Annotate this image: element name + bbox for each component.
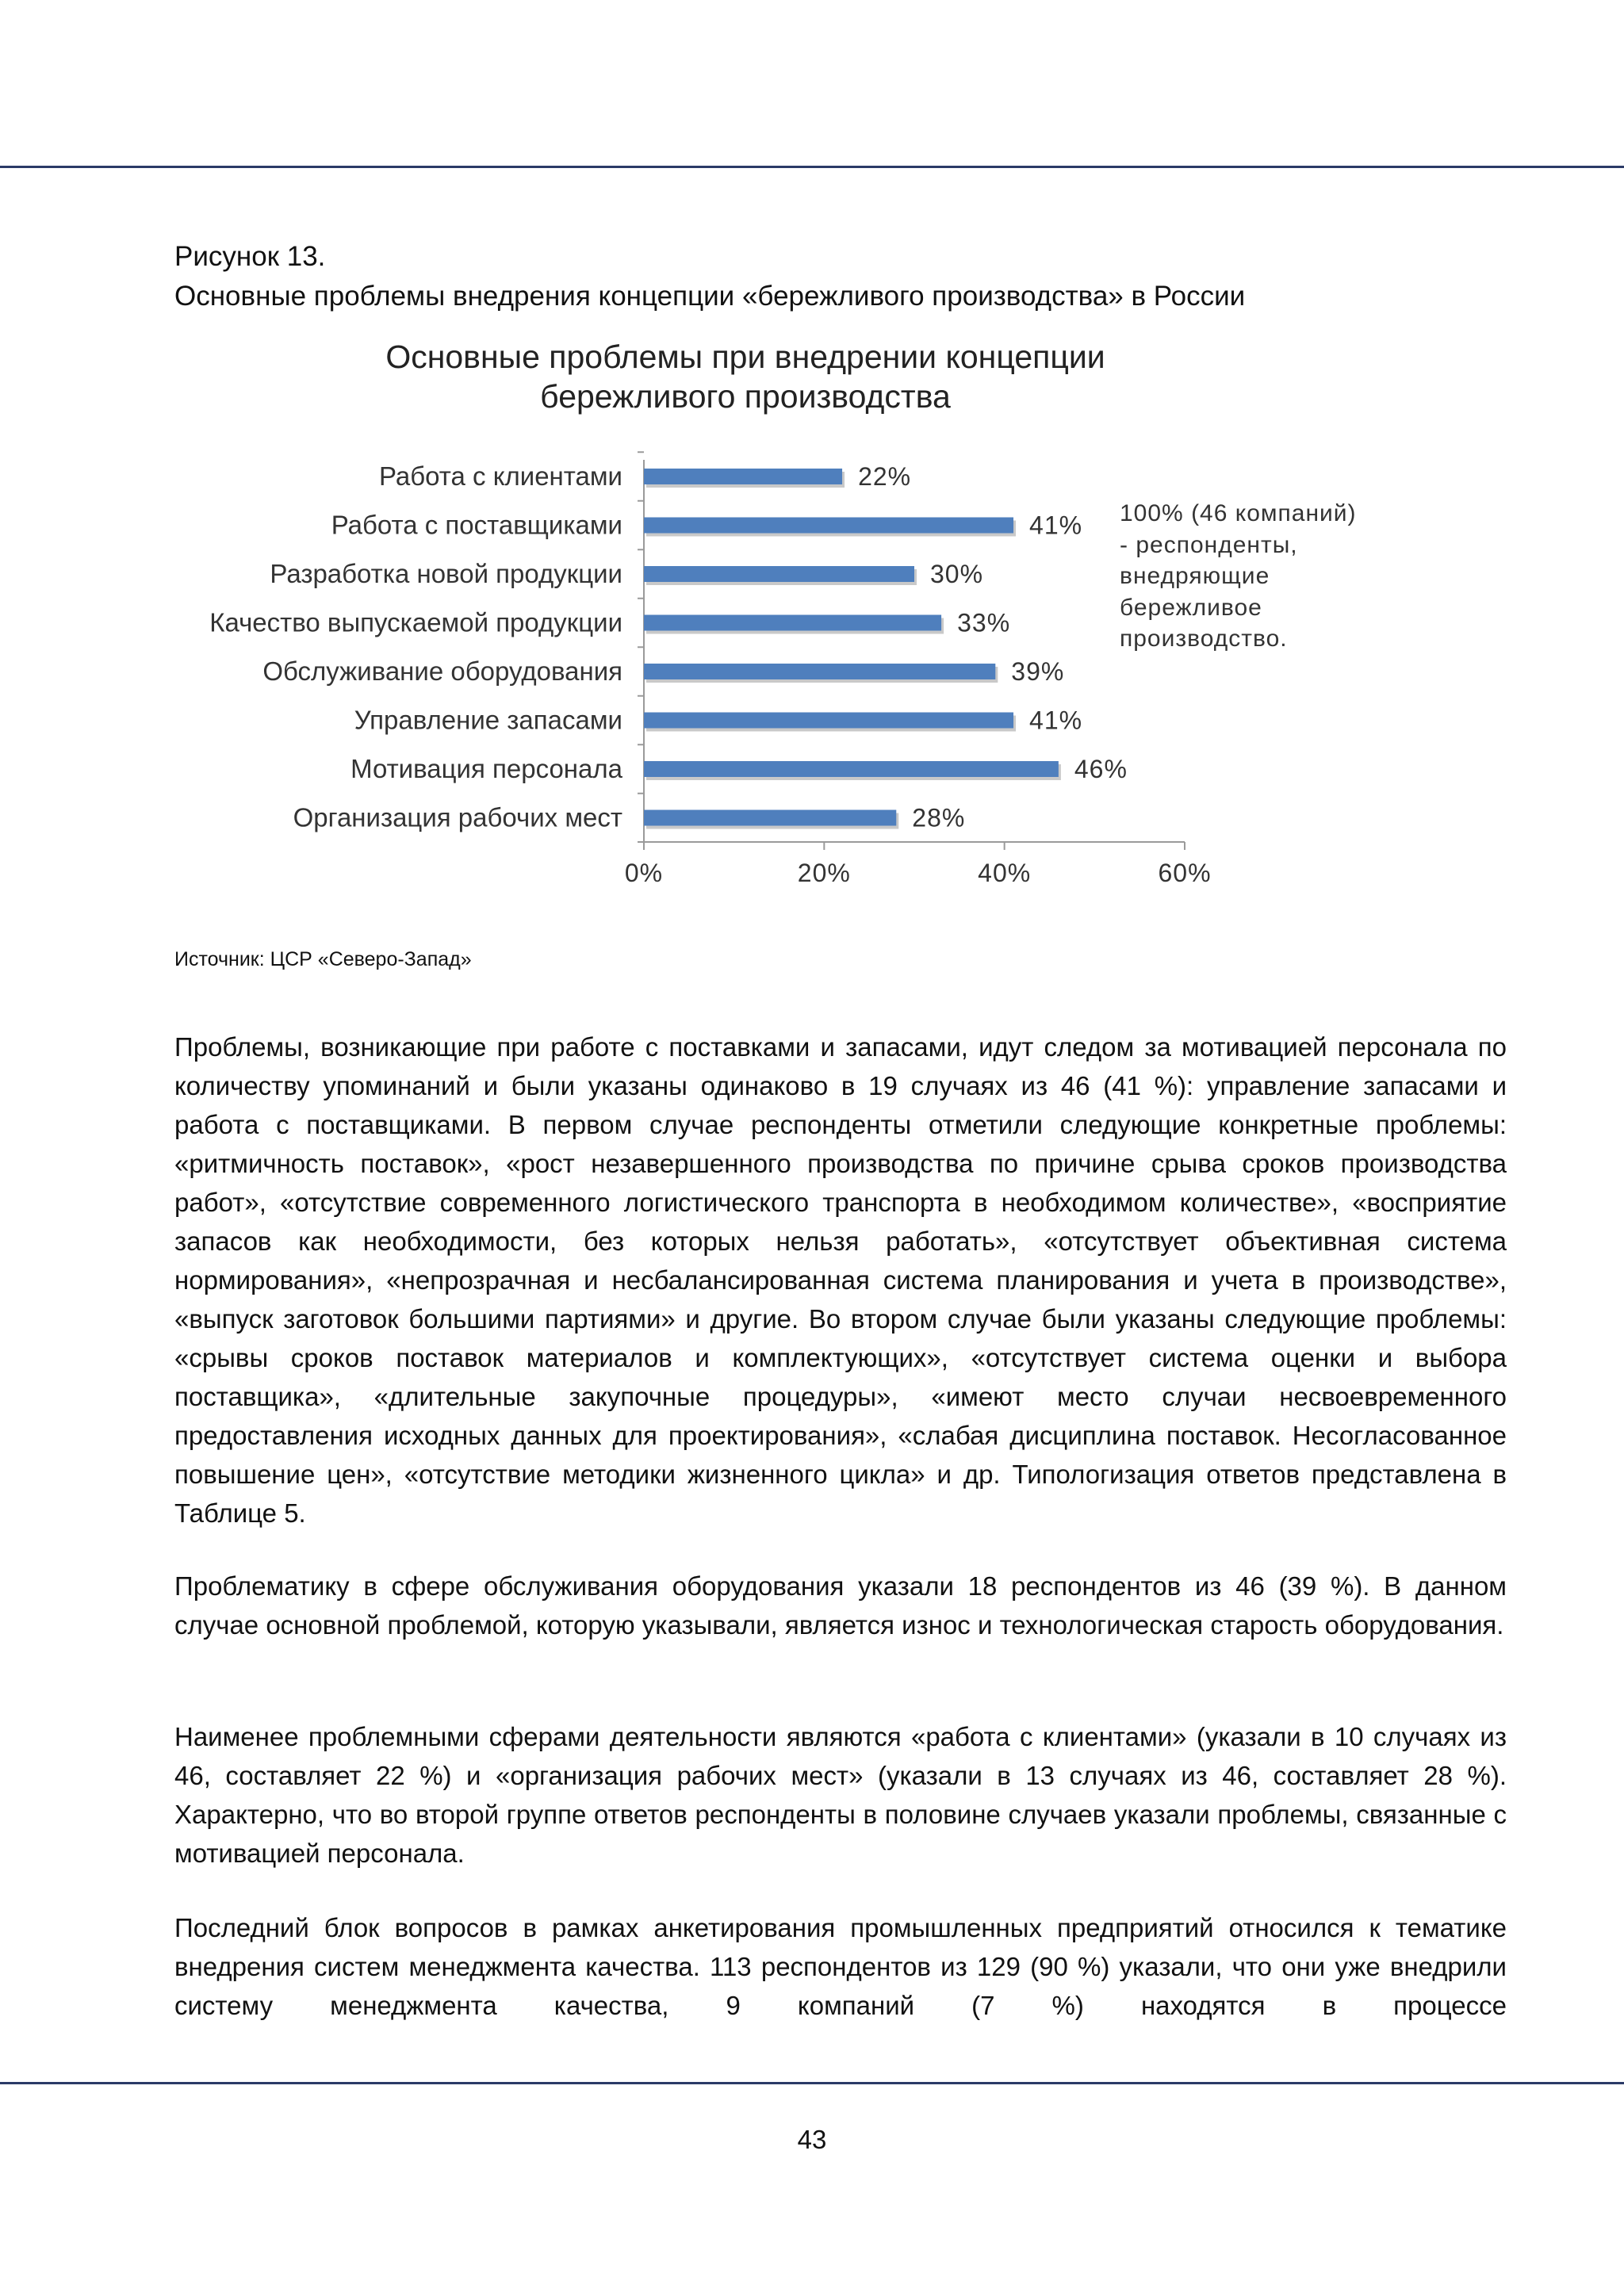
category-label: Управление запасами: [354, 705, 622, 735]
page-number: 43: [797, 2125, 827, 2154]
figure-label: Рисунок 13.: [174, 241, 326, 272]
value-label: 41%: [1029, 706, 1083, 735]
bar: [644, 566, 914, 582]
chart-annotation: 100% (46 компаний) - респонденты, внедряющие бережливое производство.: [1120, 500, 1357, 652]
category-label: Обслуживание оборудования: [262, 656, 622, 686]
value-label: 39%: [1011, 657, 1065, 686]
figure-title: Основные проблемы внедрения концепции «бережливого производства» в России: [174, 281, 1246, 312]
value-label: 28%: [912, 803, 966, 832]
value-label: 30%: [930, 560, 984, 588]
value-label: 41%: [1029, 511, 1083, 540]
chart-title-line-1: Основные проблемы при внедрении концепции: [385, 339, 1105, 375]
bar: [644, 469, 842, 484]
category-label: Качество выпускаемой продукции: [209, 607, 622, 637]
bar: [644, 713, 1013, 729]
x-tick-label: 0%: [624, 859, 664, 887]
paragraph-4: Последний блок вопросов в рамках анкетирования промышленных предприятий относился к тематике внедрения систем менеджмента качества. 113 респондентов из 129 (90 %) указали, что они уже внедрили систему менеджмента качества, 9 компаний (7 %) находятся в процессе: [174, 1913, 1507, 2020]
value-label: 33%: [957, 608, 1011, 637]
value-label: 46%: [1074, 755, 1128, 783]
category-label: Разработка новой продукции: [270, 559, 622, 588]
category-label: Мотивация персонала: [350, 754, 622, 783]
value-label: 22%: [858, 462, 912, 491]
bar: [644, 664, 995, 679]
paragraph-2: Проблематику в сфере обслуживания оборудования указали 18 респондентов из 46 (39 %). В данном случае основной проблемой, которую указывали, является износ и технологическая старость оборудования.: [174, 1571, 1507, 1640]
category-label: Работа с поставщиками: [331, 510, 622, 540]
figure-source: Источник: ЦСР «Северо-Запад»: [174, 948, 472, 970]
x-tick-label: 40%: [978, 859, 1032, 887]
paragraph-3: Наименее проблемными сферами деятельности являются «работа с клиентами» (указали в 10 случаях из 46, составляет 22 %) и «организация рабочих мест» (указали в 13 случаях из 46, составляет 28 %). Характерно, что во второй группе ответов респонденты в половине случаев указали проблемы, связанные с мотивацией персонала.: [174, 1722, 1507, 1868]
bar-chart: [0, 0, 1624, 920]
x-tick-label: 60%: [1158, 859, 1212, 887]
x-tick-label: 20%: [797, 859, 851, 887]
category-label: Работа с клиентами: [378, 461, 622, 491]
bottom-rule: [0, 2082, 1624, 2084]
paragraph-1: Проблемы, возникающие при работе с поставками и запасами, идут следом за мотивацией персонала по количеству упоминаний и были указаны одинаково в 19 случаях из 46 (41 %): управление запасами и работа с поставщиками. В первом случае респонденты отметили следующие конкретные проблемы: «ритмичность поставок», «рост незавершенного производства по причине срыва сроков производства работ», «отсутствие современного логистического транспорта в необходимом количестве», «восприятие запасов как необходимости, без которых нельзя работать», «отсутствует объективная система нормирования», «непрозрачная и несбалансированная система планирования и учета в производстве», «выпуск заготовок большими партиями» и другие. Во втором случае были указаны следующие проблемы: «срывы сроков поставок материалов и комплектующих», «отсутствует система оценки и выбора поставщика», «длительные закупочные процедуры», «имеют место случаи несвоевременного предоставления исходных данных для проектирования», «слабая дисциплина поставок. Несогласованное повышение цен», «отсутствие методики жизненного цикла» и др. Типологизация ответов представлена в Таблице 5.: [174, 1032, 1507, 1528]
bar: [644, 518, 1013, 534]
bar: [644, 615, 941, 631]
bar: [644, 761, 1059, 777]
category-label: Организация рабочих мест: [293, 802, 622, 832]
bar: [644, 810, 896, 826]
chart-title-line-2: бережливого производства: [540, 378, 951, 415]
